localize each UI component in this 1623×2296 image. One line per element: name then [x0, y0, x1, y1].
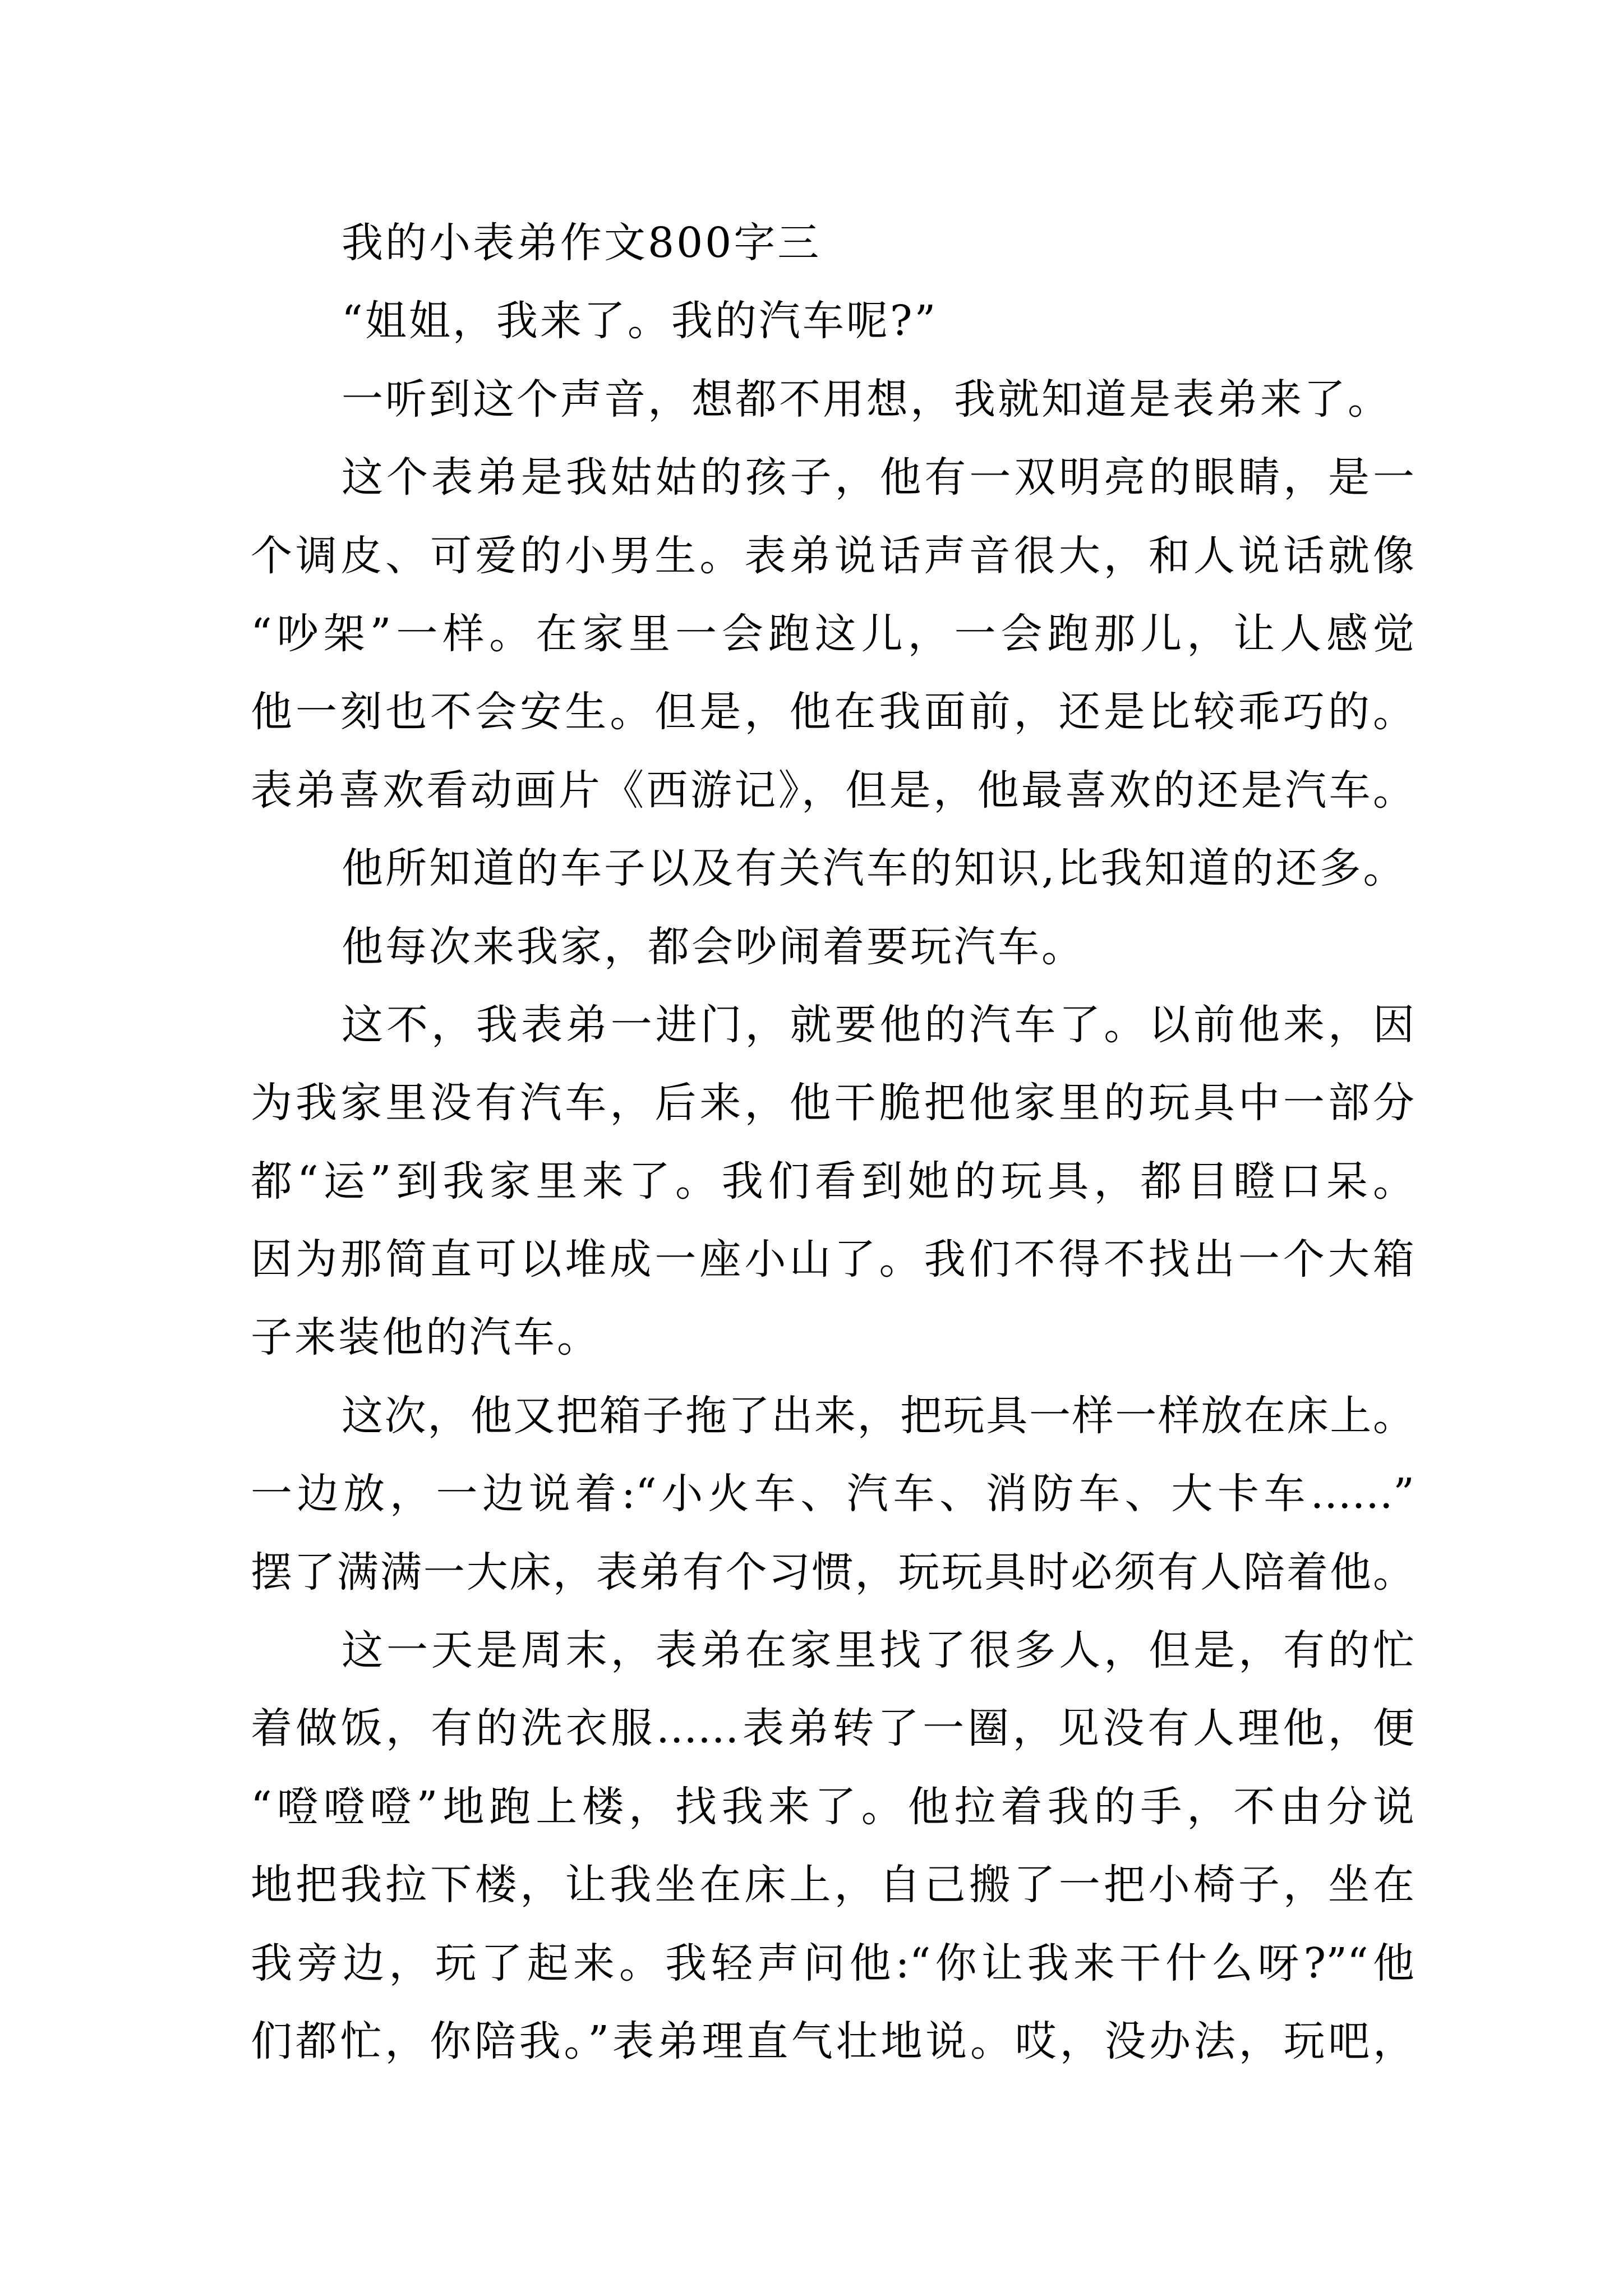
text-line: 一听到这个声音，想都不用想，我就知道是表弟来了。	[342, 375, 1391, 424]
text-line: 这一天是周末，表弟在家里找了很多人，但是，有的忙	[342, 1626, 1414, 1675]
paragraph	[251, 1612, 1414, 2081]
text-line: 摆了满满一大床，表弟有个习惯，玩玩具时必须有人陪着他。	[251, 1548, 1414, 1596]
text-line: 因为那简直可以堆成一座小山了。我们不得不找出一个大箱	[251, 1235, 1414, 1284]
paragraph	[251, 1377, 1414, 1612]
text-line: 为我家里没有汽车，后来，他干脆把他家里的玩具中一部分	[251, 1079, 1414, 1128]
text-line: “姐姐，我来了。我的汽车呢?”	[342, 297, 938, 346]
text-line: 这次，他又把箱子拖了出来，把玩具一样一样放在床上。	[342, 1391, 1414, 1440]
text-line: 这个表弟是我姑姑的孩子，他有一双明亮的眼睛，是一	[342, 453, 1414, 502]
text-line: 这不，我表弟一进门，就要他的汽车了。以前他来，因	[342, 1000, 1414, 1049]
text-line: 表弟喜欢看动画片《西游记》，但是，他最喜欢的还是汽车。	[251, 766, 1414, 815]
paragraph	[251, 361, 1414, 439]
document-title: 我的小表弟作文800字三	[342, 219, 822, 267]
text-line: 着做饭，有的洗衣服……表弟转了一圈，见没有人理他，便	[251, 1704, 1414, 1753]
document-body	[251, 204, 1414, 2081]
text-line: “噔噔噔”地跑上楼，找我来了。他拉着我的手，不由分说	[251, 1782, 1414, 1831]
paragraph	[251, 830, 1414, 908]
text-line: 我旁边，玩了起来。我轻声问他:“你让我来干什么呀?”“他	[251, 1939, 1414, 1987]
text-line: 个调皮、可爱的小男生。表弟说话声音很大，和人说话就像	[251, 531, 1414, 580]
paragraph	[251, 204, 1414, 282]
text-line: 们都忙，你陪我。”表弟理直气壮地说。哎，没办法，玩吧，	[251, 2017, 1414, 2065]
text-line: 地把我拉下楼，让我坐在床上，自己搬了一把小椅子，坐在	[251, 1861, 1414, 1910]
text-line: 他每次来我家，都会吵闹着要玩汽车。	[342, 922, 1085, 971]
paragraph	[251, 908, 1414, 986]
paragraph	[251, 439, 1414, 830]
text-line: 都“运”到我家里来了。我们看到她的玩具，都目瞪口呆。	[251, 1157, 1414, 1205]
text-line: 他所知道的车子以及有关汽车的知识,比我知道的还多。	[342, 844, 1407, 893]
paragraph	[251, 986, 1414, 1377]
text-line: “吵架”一样。在家里一会跑这儿，一会跑那儿，让人感觉	[251, 609, 1414, 658]
text-line: 子来装他的汽车。	[251, 1313, 601, 1362]
text-line: 他一刻也不会安生。但是，他在我面前，还是比较乖巧的。	[251, 688, 1414, 737]
paragraph	[251, 282, 1414, 360]
text-line: 一边放，一边说着:“小火车、汽车、消防车、大卡车……”	[251, 1470, 1414, 1519]
